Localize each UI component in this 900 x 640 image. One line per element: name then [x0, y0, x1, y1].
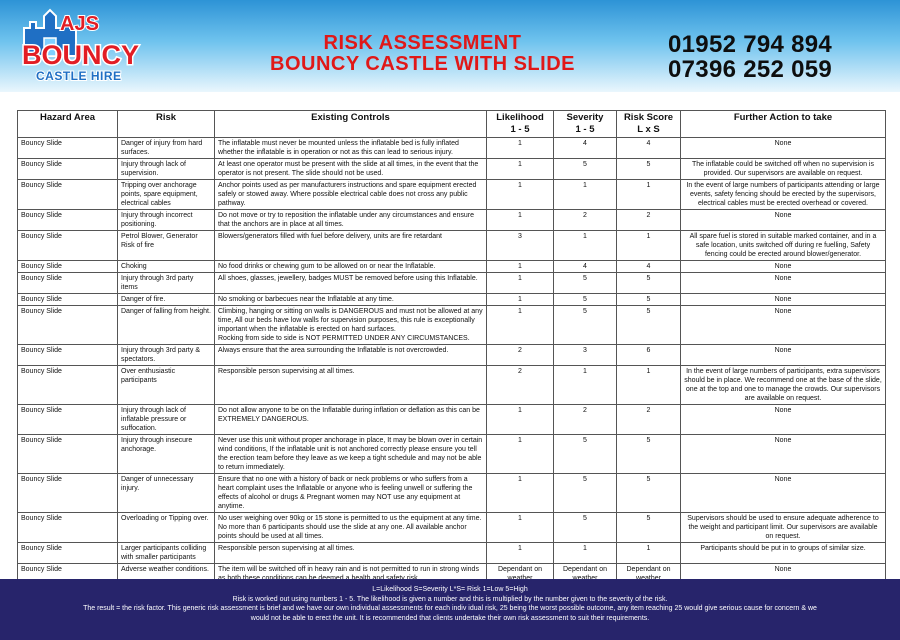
severity-cell: 5 — [554, 306, 617, 345]
hazard-cell: Bouncy Slide — [18, 366, 118, 405]
risk-score-cell: 2 — [617, 405, 681, 435]
footer-line-1: L=Likelihood S=Severity L*S= Risk 1=Low 5=High — [372, 586, 528, 593]
risk-cell: Injury through incorrect positioning. — [118, 210, 215, 231]
table-row — [18, 435, 886, 474]
header-risk: Risk — [118, 111, 215, 138]
severity-cell: 5 — [554, 294, 617, 306]
risk-cell: Danger of falling from height. — [118, 306, 215, 345]
risk-cell: Larger participants colliding with smaller participants — [118, 543, 215, 564]
table-header-row — [18, 111, 886, 138]
header-hazard-area: Hazard Area — [18, 111, 118, 138]
risk-cell: Over enthusiastic participants — [118, 366, 215, 405]
controls-cell: The inflatable must never be mounted unless the inflatable bed is fully inflated whether the inflatable is in operation or not as this can lead to serious injury. — [215, 138, 487, 159]
hazard-cell: Bouncy Slide — [18, 474, 118, 513]
risk-score-cell: 4 — [617, 261, 681, 273]
likelihood-cell: 2 — [487, 366, 554, 405]
controls-cell: Blowers/generators filled with fuel before delivery, units are fire retardant — [215, 231, 487, 261]
footer-line-3: The result = the risk factor. This generic risk assessment is brief and we have our own individual assessments for each indiv idual risk, 25 being the worst possible outcome, any item reaching 25 would give serious cause for concern & we — [83, 605, 817, 612]
risk-score-cell: 5 — [617, 513, 681, 543]
risk-score-cell: 5 — [617, 474, 681, 513]
likelihood-cell: 3 — [487, 231, 554, 261]
title-line-1: RISK ASSESSMENT — [323, 32, 522, 54]
risk-score-cell: 5 — [617, 159, 681, 180]
table-row — [18, 366, 886, 405]
risk-score-cell: 1 — [617, 231, 681, 261]
further-action-cell: None — [681, 261, 886, 273]
phone-numbers — [668, 32, 898, 82]
risk-cell: Injury through lack of inflatable pressure or suffocation. — [118, 405, 215, 435]
controls-cell: No food drinks or chewing gum to be allowed on or near the Inflatable. — [215, 261, 487, 273]
controls-cell: Responsible person supervising at all times. — [215, 543, 487, 564]
further-action-cell: None — [681, 435, 886, 474]
further-action-cell: Participants should be put in to groups of similar size. — [681, 543, 886, 564]
hazard-cell: Bouncy Slide — [18, 180, 118, 210]
likelihood-cell: 1 — [487, 543, 554, 564]
severity-cell: 4 — [554, 138, 617, 159]
controls-cell: Do not allow anyone to be on the Inflatable during inflation or deflation as this can be EXTREMELY DANGEROUS. — [215, 405, 487, 435]
likelihood-cell: 1 — [487, 513, 554, 543]
header-further-action: Further Action to take — [681, 111, 886, 138]
likelihood-cell: 1 — [487, 273, 554, 294]
ajs-logo — [18, 8, 158, 86]
header-existing-controls: Existing Controls — [215, 111, 487, 138]
controls-cell: Climbing, hanging or sitting on walls is DANGEROUS and must not be allowed at any time, All our beds have low walls for supervision purposes, this rule is exceptionally important when the inflatable is erected on hard surfaces. Rocking from side to side is NOT PERMITTED UNDER ANY CIRCUMSTANCES. — [215, 306, 487, 345]
hazard-cell: Bouncy Slide — [18, 345, 118, 366]
likelihood-cell: 2 — [487, 345, 554, 366]
risk-cell: Danger of unnecessary injury. — [118, 474, 215, 513]
table-row — [18, 294, 886, 306]
severity-cell: 5 — [554, 474, 617, 513]
controls-cell: Responsible person supervising at all times. — [215, 366, 487, 405]
further-action-cell: None — [681, 294, 886, 306]
svg-text:AJS: AJS — [60, 13, 99, 35]
controls-cell: Anchor points used as per manufacturers instructions and spare equipment erected safely or stowed away. Where possible electrical cable does not cross any public pathway. — [215, 180, 487, 210]
hazard-cell: Bouncy Slide — [18, 273, 118, 294]
severity-cell: 4 — [554, 261, 617, 273]
hazard-cell: Bouncy Slide — [18, 306, 118, 345]
risk-cell: Injury through insecure anchorage. — [118, 435, 215, 474]
table-row — [18, 159, 886, 180]
risk-score-cell: 5 — [617, 294, 681, 306]
risk-cell: Overloading or Tipping over. — [118, 513, 215, 543]
table-row — [18, 273, 886, 294]
footer-line-4: would not be able to erect the unit. It is recommended that clients undertake their own risk assessment to suit their requirements. — [250, 614, 650, 622]
table-row — [18, 543, 886, 564]
further-action-cell: In the event of large numbers of participants attending or large events, safety fencing should be erected by the supervisors, electrical cables must be erected overhead or covered. — [681, 180, 886, 210]
further-action-cell: Supervisors should be used to ensure adequate adherence to the weight and participant limit. Our supervisors are available on request. — [681, 513, 886, 543]
risk-cell: Choking — [118, 261, 215, 273]
controls-cell: All shoes, glasses, jewellery, badges MUST be removed before using this Inflatable. — [215, 273, 487, 294]
phone-number-2: 07396 252 059 — [668, 56, 833, 83]
table-row — [18, 474, 886, 513]
severity-cell: 5 — [554, 273, 617, 294]
likelihood-cell: 1 — [487, 210, 554, 231]
table-row — [18, 231, 886, 261]
page-title — [255, 33, 590, 75]
table-row — [18, 138, 886, 159]
hazard-cell: Bouncy Slide — [18, 159, 118, 180]
further-action-cell: None — [681, 273, 886, 294]
hazard-cell: Bouncy Slide — [18, 261, 118, 273]
further-action-cell: All spare fuel is stored in suitable marked container, and in a safe location, units switched off during re fuelling, Safety fencing could be erected around blower/generator. — [681, 231, 886, 261]
header-risk-score: Risk Score L x S — [617, 111, 681, 138]
risk-score-cell: 1 — [617, 543, 681, 564]
hazard-cell: Bouncy Slide — [18, 543, 118, 564]
hazard-cell: Bouncy Slide — [18, 435, 118, 474]
svg-text:BOUNCY: BOUNCY — [22, 40, 140, 70]
risk-cell: Danger of injury from hard surfaces. — [118, 138, 215, 159]
further-action-cell: None — [681, 345, 886, 366]
phone-number-1: 01952 794 894 — [668, 31, 833, 58]
header-banner — [0, 0, 900, 92]
hazard-cell: Bouncy Slide — [18, 294, 118, 306]
risk-score-cell: 4 — [617, 138, 681, 159]
risk-cell: Petrol Blower, Generator Risk of fire — [118, 231, 215, 261]
likelihood-cell: 1 — [487, 405, 554, 435]
severity-cell: 1 — [554, 366, 617, 405]
further-action-cell: None — [681, 474, 886, 513]
hazard-cell: Bouncy Slide — [18, 405, 118, 435]
risk-score-cell: 1 — [617, 366, 681, 405]
controls-cell: At least one operator must be present with the slide at all times, in the event that the operator is not present. The slide should not be used. — [215, 159, 487, 180]
further-action-cell: None — [681, 138, 886, 159]
footer-line-2: Risk is worked out using numbers 1 - 5. The likelihood is given a number and this is multiplied by the number given to the severity of the risk. — [232, 595, 668, 603]
hazard-cell: Bouncy Slide — [18, 564, 118, 585]
likelihood-cell: 1 — [487, 261, 554, 273]
header-severity: Severity 1 - 5 — [554, 111, 617, 138]
risk-cell: Injury through 3rd party items — [118, 273, 215, 294]
further-action-cell: The inflatable could be switched off when no supervision is provided. Our supervisors are available on request. — [681, 159, 886, 180]
table-row — [18, 405, 886, 435]
table-row — [18, 513, 886, 543]
further-action-cell: None — [681, 405, 886, 435]
header-likelihood: Likelihood 1 - 5 — [487, 111, 554, 138]
risk-score-cell: 1 — [617, 180, 681, 210]
controls-cell: No user weighing over 90kg or 15 stone is permitted to us the equipment at any time. No more than 6 participants should use the slide at any one. All available anchor points should be used at all times. — [215, 513, 487, 543]
risk-cell: Injury through lack of supervision. — [118, 159, 215, 180]
hazard-cell: Bouncy Slide — [18, 231, 118, 261]
hazard-cell: Bouncy Slide — [18, 138, 118, 159]
hazard-cell: Bouncy Slide — [18, 513, 118, 543]
controls-cell: Do not move or try to reposition the inflatable under any circumstances and ensure that the anchors are in place at all times. — [215, 210, 487, 231]
risk-cell: Danger of fire. — [118, 294, 215, 306]
severity-cell: 1 — [554, 543, 617, 564]
risk-cell: Injury through 3rd party & spectators. — [118, 345, 215, 366]
risk-score-cell: 5 — [617, 273, 681, 294]
table-row — [18, 210, 886, 231]
controls-cell: Ensure that no one with a history of back or neck problems or who suffers from a heart complaint uses the Inflatable or anyone who is feeling unwell or suffering the effects of alcohol or drugs & Pregnant women may NOT use any equipment at anytime. — [215, 474, 487, 513]
footer-legend — [0, 579, 900, 640]
likelihood-cell: 1 — [487, 180, 554, 210]
hazard-cell: Bouncy Slide — [18, 210, 118, 231]
risk-score-cell: 2 — [617, 210, 681, 231]
table-row — [18, 261, 886, 273]
further-action-cell: None — [681, 210, 886, 231]
severity-cell: 2 — [554, 405, 617, 435]
risk-assessment-table — [17, 110, 886, 585]
risk-score-cell: 5 — [617, 435, 681, 474]
severity-cell: 2 — [554, 210, 617, 231]
severity-cell: 5 — [554, 159, 617, 180]
table-row — [18, 180, 886, 210]
risk-cell: Adverse weather conditions. — [118, 564, 215, 585]
likelihood-cell: 1 — [487, 294, 554, 306]
risk-score-cell: 6 — [617, 345, 681, 366]
controls-cell: Always ensure that the area surrounding the Inflatable is not overcrowded. — [215, 345, 487, 366]
severity-cell: 1 — [554, 180, 617, 210]
further-action-cell: In the event of large numbers of participants, extra supervisors should be in place. We recommend one at the base of the slide, one at the top and one to manage the crowds. Our supervisors are available on request. — [681, 366, 886, 405]
likelihood-cell: 1 — [487, 159, 554, 180]
likelihood-cell: 1 — [487, 435, 554, 474]
controls-cell: The item will be switched off in heavy rain and is not permitted to run in strong winds — [215, 564, 487, 585]
controls-cell: No smoking or barbecues near the Inflatable at any time. — [215, 294, 487, 306]
risk-cell: Tripping over anchorage points, spare equipment, electrical cables — [118, 180, 215, 210]
severity-cell: 3 — [554, 345, 617, 366]
severity-cell: 5 — [554, 513, 617, 543]
controls-cell: Never use this unit without proper anchorage in place, It may be blown over in certain wind conditions, If the inflatable unit is not anchored correctly please ensure you tell the erection team before they leave as we keep a tight schedule and may not be able to return immediately. — [215, 435, 487, 474]
further-action-cell: None — [681, 306, 886, 345]
likelihood-cell: Dependant on — [487, 564, 554, 585]
severity-cell: 5 — [554, 435, 617, 474]
title-line-2: BOUNCY CASTLE WITH SLIDE — [270, 53, 575, 75]
svg-text:CASTLE HIRE: CASTLE HIRE — [36, 69, 122, 83]
likelihood-cell: 1 — [487, 474, 554, 513]
likelihood-cell: 1 — [487, 306, 554, 345]
table-row — [18, 345, 886, 366]
risk-score-cell: 5 — [617, 306, 681, 345]
further-action-cell: None — [681, 564, 886, 585]
severity-cell: 1 — [554, 231, 617, 261]
severity-cell: Dependant on — [554, 564, 617, 585]
likelihood-cell: 1 — [487, 138, 554, 159]
table-row — [18, 306, 886, 345]
risk-score-cell: Dependant on — [617, 564, 681, 585]
